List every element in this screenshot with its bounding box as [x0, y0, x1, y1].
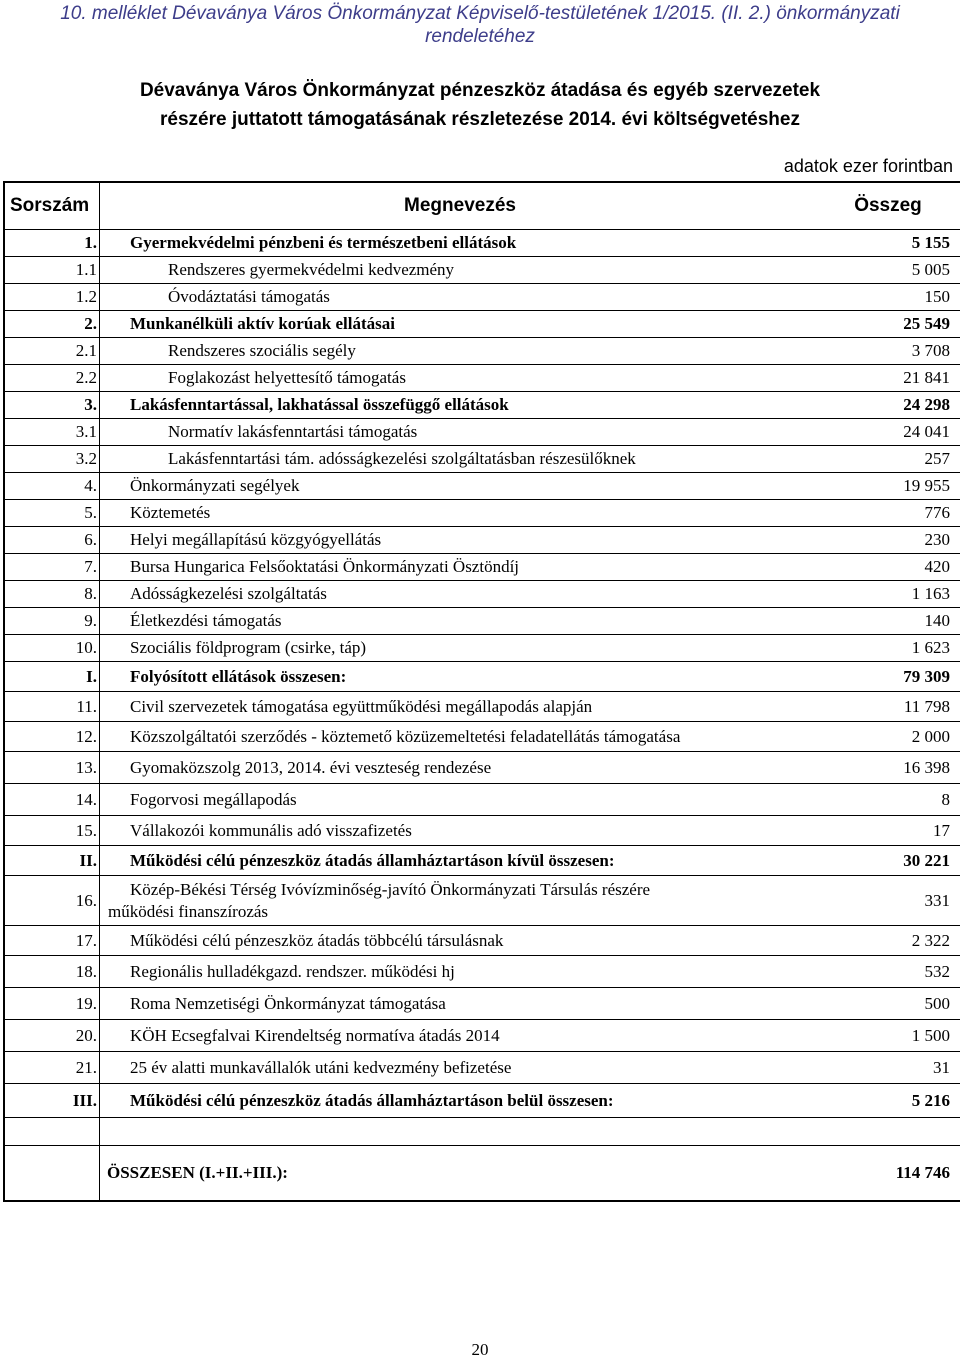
row-name: Gyomaközszolg 2013, 2014. évi veszteség rendezése: [130, 757, 492, 777]
row-amount: 1 500: [911, 1025, 950, 1045]
row-name: Köztemetés: [130, 503, 211, 522]
table-row: [5, 580, 960, 607]
row-number: [5, 1118, 100, 1145]
subtotal-row-ii: [5, 845, 960, 875]
row-number: 3.: [5, 392, 100, 418]
row-number: 3.1: [5, 419, 100, 445]
table-row: [5, 364, 960, 391]
row-amount: 114 746: [895, 1163, 950, 1182]
row-name: [100, 876, 820, 925]
row-number: 7.: [5, 554, 100, 580]
unit-note: adatok ezer forintban: [783, 156, 953, 176]
row-name: Munkanélküli aktív korúak ellátásai: [130, 314, 395, 333]
table-row: [5, 229, 960, 256]
table-row: [5, 691, 960, 721]
table-header-row: [5, 183, 960, 229]
row-amount: 532: [924, 961, 950, 981]
table-row: [5, 815, 960, 845]
row-name: Folyósított ellátások összesen:: [130, 666, 347, 686]
page-number: 20: [471, 1340, 489, 1359]
row-amount: 21 841: [903, 368, 950, 387]
row-name: Működési célú pénzeszköz átadás államháztartáson belül összesen:: [130, 1090, 614, 1110]
header-number: Sorszám: [5, 183, 100, 229]
row-name: Szociális földprogram (csirke, táp): [130, 638, 367, 657]
row-name: Bursa Hungarica Felsőoktatási Önkormányzati Ösztöndíj: [130, 557, 520, 576]
subtotal-row-i: [5, 661, 960, 691]
row-number: 11.: [5, 692, 100, 721]
row-number: III.: [5, 1084, 100, 1117]
row-number: 8.: [5, 581, 100, 607]
title-line1: Dévaványa Város Önkormányzat pénzeszköz átadása és egyéb szervezetek: [139, 80, 821, 101]
header-note: [0, 2, 960, 48]
table-row: [5, 783, 960, 815]
row-amount: 150: [924, 287, 950, 306]
row-number: 15.: [5, 816, 100, 845]
row-number: 14.: [5, 784, 100, 815]
row-amount: 16 398: [903, 757, 950, 777]
row-name: Önkormányzati segélyek: [130, 476, 300, 495]
row-number: 5.: [5, 500, 100, 526]
row-number: 3.2: [5, 446, 100, 472]
table-row: [5, 526, 960, 553]
row-amount: 19 955: [903, 476, 950, 495]
row-name: Vállakozói kommunális adó visszafizetés: [130, 820, 412, 840]
table-row: [5, 391, 960, 418]
row-name: Óvodáztatási támogatás: [168, 287, 330, 306]
row-number: 21.: [5, 1052, 100, 1083]
table-row: [5, 721, 960, 751]
row-name: Civil szervezetek támogatása együttműködési megállapodás alapján: [130, 696, 593, 716]
row-name: Lakásfenntartási tám. adósságkezelési szolgáltatásban részesülőknek: [168, 449, 636, 468]
row-name: Lakásfenntartással, lakhatással összefüggő ellátások: [130, 395, 509, 414]
row-number: 2.2: [5, 365, 100, 391]
subtotal-row-iii: [5, 1083, 960, 1117]
table-row: [5, 310, 960, 337]
row-number: II.: [5, 846, 100, 875]
row-amount: 24 298: [903, 395, 950, 414]
empty-row: [5, 1117, 960, 1145]
table-row: [5, 499, 960, 526]
row-number: 19.: [5, 988, 100, 1019]
row-amount: 5 155: [911, 233, 950, 252]
grand-total-row: [5, 1145, 960, 1200]
table-row: [5, 337, 960, 364]
row-name: Normatív lakásfenntartási támogatás: [168, 422, 418, 441]
table-row: [5, 875, 960, 925]
row-amount: [820, 1118, 956, 1145]
row-amount: 1 623: [911, 638, 950, 657]
row-number: 4.: [5, 473, 100, 499]
row-amount: 3 708: [911, 341, 950, 360]
row-number: 2.: [5, 311, 100, 337]
table-row: [5, 987, 960, 1019]
row-name: Gyermekvédelmi pénzbeni és természetbeni ellátások: [130, 233, 517, 252]
row-number: 2.1: [5, 338, 100, 364]
row-number: 1.2: [5, 284, 100, 310]
row-number: 10.: [5, 635, 100, 661]
row-number: 16.: [5, 876, 100, 925]
row-amount: 5 216: [911, 1090, 950, 1110]
row-name: Rendszeres szociális segély: [168, 341, 356, 360]
header-name: Megnevezés: [404, 195, 516, 216]
row-amount: 230: [924, 530, 950, 549]
row-amount: 31: [933, 1057, 950, 1077]
row-number: 6.: [5, 527, 100, 553]
row-name: Fogorvosi megállapodás: [130, 789, 297, 809]
row-number: [5, 1146, 100, 1200]
table-row: [5, 445, 960, 472]
row-name: [100, 1118, 820, 1145]
row-amount: 2 000: [911, 726, 950, 746]
row-number: 12.: [5, 722, 100, 751]
header-amount: Összeg: [854, 195, 922, 216]
row-amount: 24 041: [903, 422, 950, 441]
header-note-line2: rendeletéhez: [425, 26, 535, 47]
row-number: I.: [5, 662, 100, 691]
row-number: 18.: [5, 956, 100, 987]
table-row: [5, 955, 960, 987]
budget-table: [3, 181, 960, 1202]
row-number: 20.: [5, 1020, 100, 1051]
row-amount: 420: [924, 557, 950, 576]
row-amount: 331: [924, 890, 950, 910]
row-name-line2: működési finanszírozás: [108, 901, 269, 921]
title-line2: részére juttatott támogatásának részletezése 2014. évi költségvetéshez: [160, 109, 800, 130]
row-name: Életkezdési támogatás: [130, 611, 282, 630]
row-name: KÖH Ecsegfalvai Kirendeltség normatíva átadás 2014: [130, 1025, 500, 1045]
row-name: Regionális hulladékgazd. rendszer. működési hj: [130, 961, 455, 981]
table-row: [5, 553, 960, 580]
row-amount: 11 798: [903, 696, 950, 716]
row-number: 9.: [5, 608, 100, 634]
table-row: [5, 283, 960, 310]
row-amount: 1 163: [911, 584, 950, 603]
table-row: [5, 751, 960, 783]
row-name: Adósságkezelési szolgáltatás: [130, 584, 327, 603]
table-row: [5, 1019, 960, 1051]
row-amount: 2 322: [911, 930, 950, 950]
row-amount: 776: [924, 503, 950, 522]
row-number: 17.: [5, 926, 100, 955]
row-amount: 8: [941, 789, 950, 809]
row-name: Közszolgáltatói szerződés - köztemető közüzemeltetési feladatellátás támogatása: [130, 726, 681, 746]
table-row: [5, 256, 960, 283]
table-row: [5, 607, 960, 634]
row-amount: 30 221: [903, 850, 950, 870]
row-amount: 25 549: [903, 314, 950, 333]
row-name: ÖSSZESEN (I.+II.+III.):: [107, 1163, 288, 1182]
table-row: [5, 1051, 960, 1083]
row-amount: 257: [924, 449, 950, 468]
row-amount: 5 005: [911, 260, 950, 279]
row-amount: 500: [924, 993, 950, 1013]
row-name: Roma Nemzetiségi Önkormányzat támogatása: [130, 993, 446, 1013]
header-note-line1: 10. melléklet Dévaványa Város Önkormányzat Képviselő-testületének 1/2015. (II. 2.) önkormányzati: [60, 3, 900, 24]
row-amount: 17: [933, 820, 950, 840]
table-row: [5, 472, 960, 499]
row-number: 1.: [5, 230, 100, 256]
row-amount: 140: [924, 611, 950, 630]
table-row: [5, 418, 960, 445]
row-amount: 79 309: [903, 666, 950, 686]
row-number: 13.: [5, 752, 100, 783]
row-name-line1: Közép-Békési Térség Ivóvízminőség-javító Önkormányzati Társulás részére: [130, 879, 651, 899]
row-number: 1.1: [5, 257, 100, 283]
row-name: Rendszeres gyermekvédelmi kedvezmény: [168, 260, 455, 279]
row-name: Működési célú pénzeszköz átadás államháztartáson kívül összesen:: [130, 850, 615, 870]
row-name: Működési célú pénzeszköz átadás többcélú társulásnak: [130, 930, 504, 950]
document-title: [0, 76, 960, 134]
row-name: 25 év alatti munkavállalók utáni kedvezmény befizetése: [130, 1057, 512, 1077]
table-row: [5, 634, 960, 661]
table-row: [5, 925, 960, 955]
row-name: Foglakozást helyettesítő támogatás: [168, 368, 406, 387]
row-name: Helyi megállapítású közgyógyellátás: [130, 530, 382, 549]
